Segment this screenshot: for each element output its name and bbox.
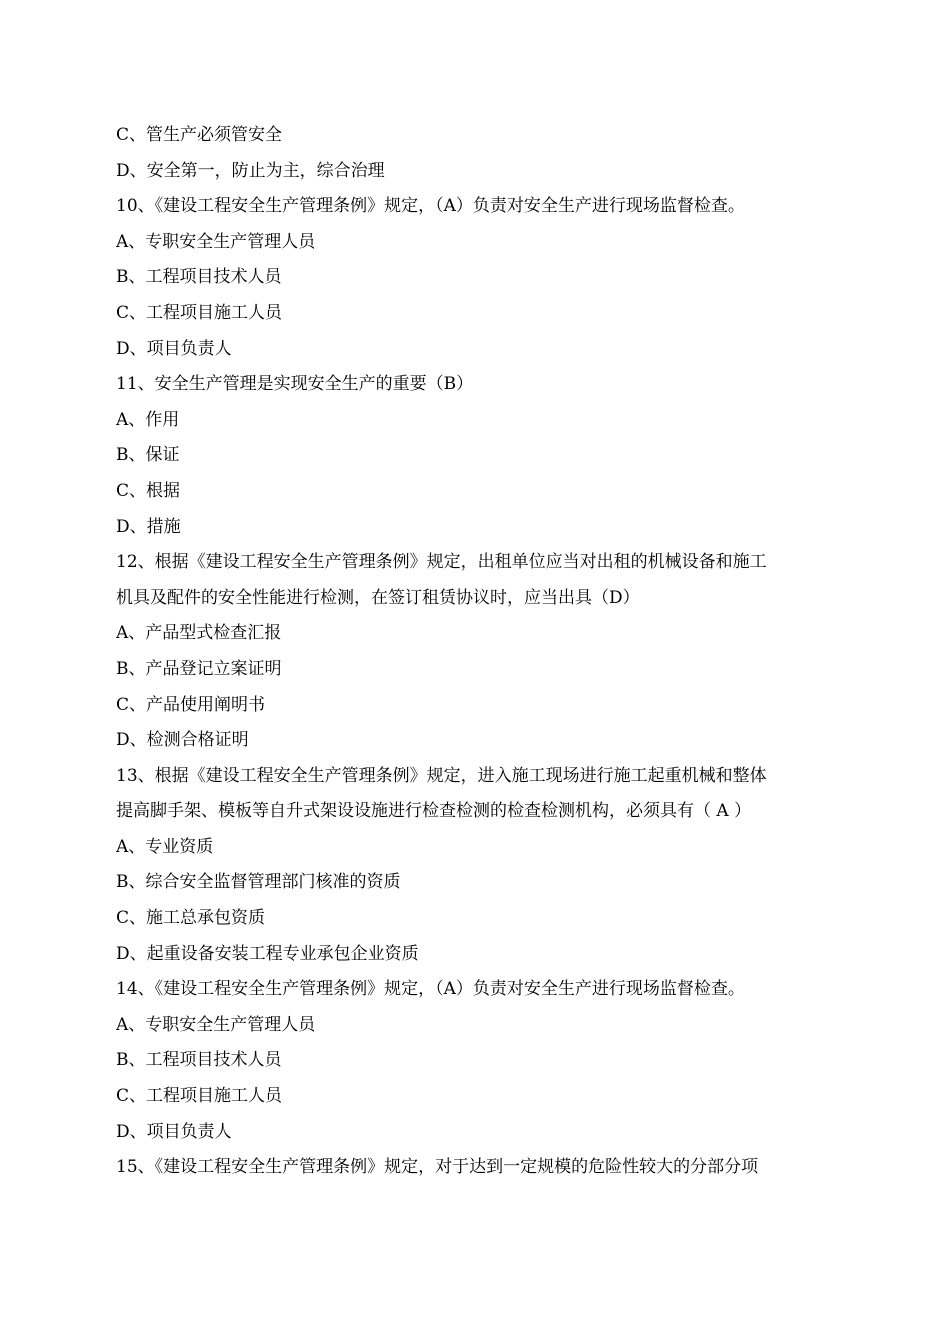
question-11-option-b: B、保证 [116,445,180,466]
question-13-option-d: D、起重设备安装工程专业承包企业资质 [116,943,419,964]
question-12-option-d: D、检测合格证明 [116,730,249,751]
question-12-option-c: C、产品使用阐明书 [116,694,266,715]
question-15: 15、《建设工程安全生产管理条例》规定，对于达到一定规模的危险性较大的分部分项 [116,1157,759,1178]
question-14-option-a: A、专职安全生产管理人员 [116,1014,316,1035]
question-11-option-c: C、根据 [116,480,181,501]
option-c-line: C、管生产必须管安全 [116,125,283,145]
question-14-option-c: C、工程项目施工人员 [116,1086,283,1107]
question-12-option-a: A、产品型式检查汇报 [116,623,282,644]
question-10-option-c: C、工程项目施工人员 [116,302,283,323]
option-d-line: D、安全第一，防止为主，综合治理 [116,160,385,181]
question-13-continued: 提高脚手架、模板等自升式架设设施进行检查检测的检查检测机构，必须具有（ A ） [116,801,752,822]
question-13-option-b: B、综合安全监督管理部门核准的资质 [116,872,401,893]
question-14-option-b: B、工程项目技术人员 [116,1050,282,1071]
question-13-option-c: C、施工总承包资质 [116,908,266,929]
question-10-option-b: B、工程项目技术人员 [116,267,282,288]
question-13: 13、根据《建设工程安全生产管理条例》规定，进入施工现场进行施工起重机械和整体 [116,765,767,786]
question-11: 11、安全生产管理是实现安全生产的重要（B） [116,374,474,395]
question-12-continued: 机具及配件的安全性能进行检测，在签订租赁协议时，应当出具（D） [116,587,640,608]
question-10-option-a: A、专职安全生产管理人员 [116,231,316,252]
question-13-option-a: A、专业资质 [116,836,214,857]
question-11-option-a: A、作用 [116,409,180,430]
question-14-option-d: D、项目负责人 [116,1121,232,1142]
question-11-option-d: D、措施 [116,516,181,537]
question-12-option-b: B、产品登记立案证明 [116,658,282,679]
question-10: 10、《建设工程安全生产管理条例》规定，（A）负责对安全生产进行现场监督检查。 [116,196,745,217]
question-10-option-d: D、项目负责人 [116,338,232,359]
question-12: 12、根据《建设工程安全生产管理条例》规定，出租单位应当对出租的机械设备和施工 [116,552,767,573]
document-body [116,118,850,1186]
question-14: 14、《建设工程安全生产管理条例》规定，（A）负责对安全生产进行现场监督检查。 [116,979,745,1000]
